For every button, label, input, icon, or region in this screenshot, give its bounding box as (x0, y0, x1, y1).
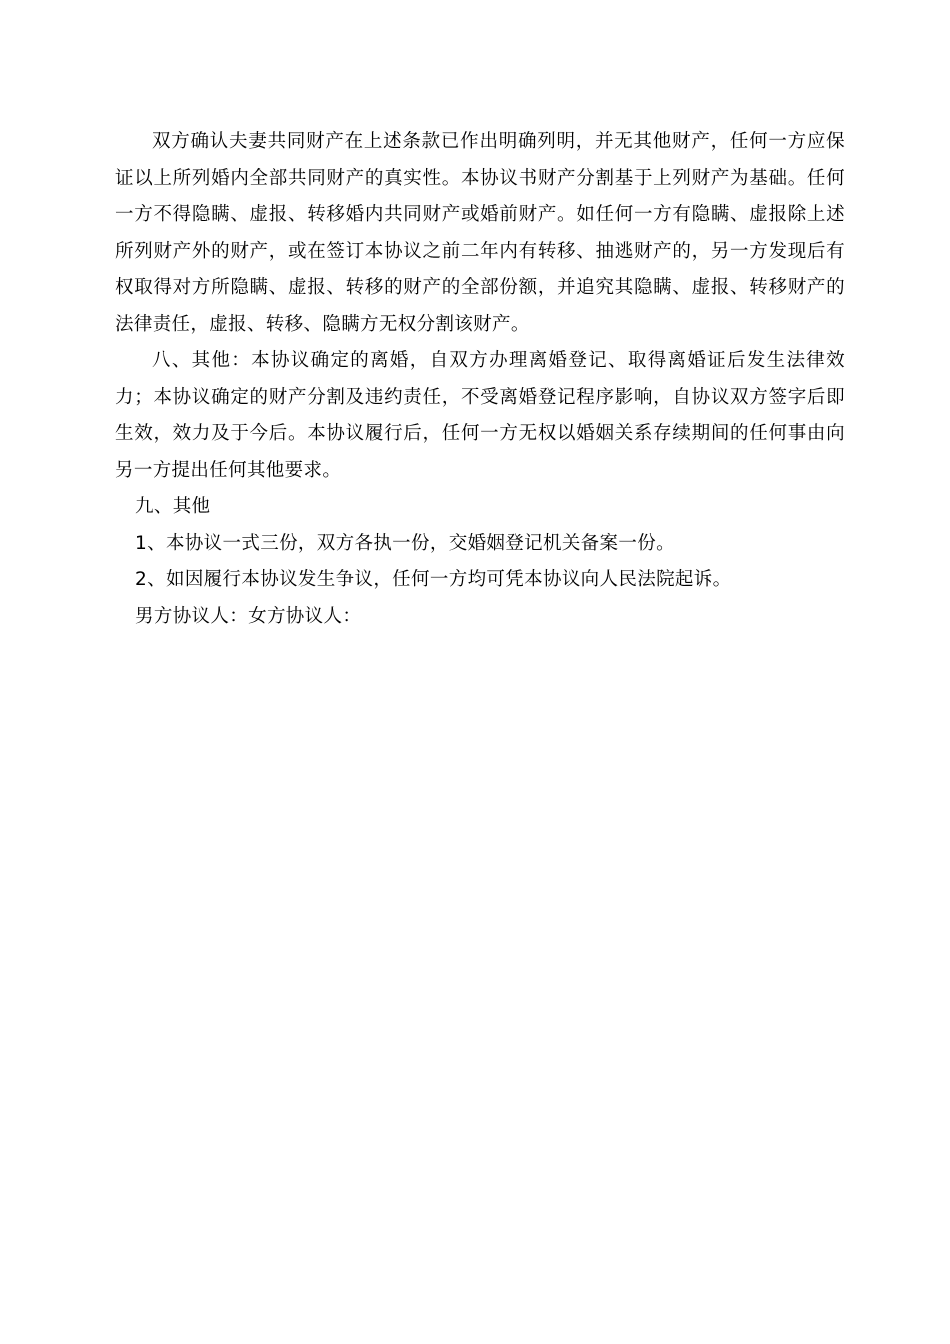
property-confirmation-paragraph: 双方确认夫妻共同财产在上述条款已作出明确列明，并无其他财产，任何一方应保证以上所列婚内全部共同财产的真实性。本协议书财产分割基于上列财产为基础。任何一方不得隐瞒、虚报、转移婚内共同财产或婚前财产。如任何一方有隐瞒、虚报除上述所列财产外的财产，或在签订本协议之前二年内有转移、抽逃财产的，另一方发现后有权取得对方所隐瞒、虚报、转移的财产的全部份额，并追究其隐瞒、虚报、转移财产的法律责任，虚报、转移、隐瞒方无权分割该财产。 (115, 131, 845, 335)
clause-nine-heading: 九、其他 (135, 496, 211, 517)
clause-nine-item-1: 1、本协议一式三份，双方各执一份，交婚姻登记机关备案一份。 (135, 532, 675, 554)
document-body (115, 124, 845, 635)
signature-line: 男方协议人：女方协议人： (135, 605, 362, 627)
clause-eight-paragraph: 八、其他：本协议确定的离婚，自双方办理离婚登记、取得离婚证后发生法律效力；本协议确定的财产分割及违约责任，不受离婚登记程序影响，自协议双方签字后即生效，效力及于今后。本协议履行后，任何一方无权以婚姻关系存续期间的任何事由向另一方提出任何其他要求。 (115, 350, 845, 481)
clause-nine-item-2: 2、如因履行本协议发生争议，任何一方均可凭本协议向人民法院起诉。 (135, 569, 732, 590)
